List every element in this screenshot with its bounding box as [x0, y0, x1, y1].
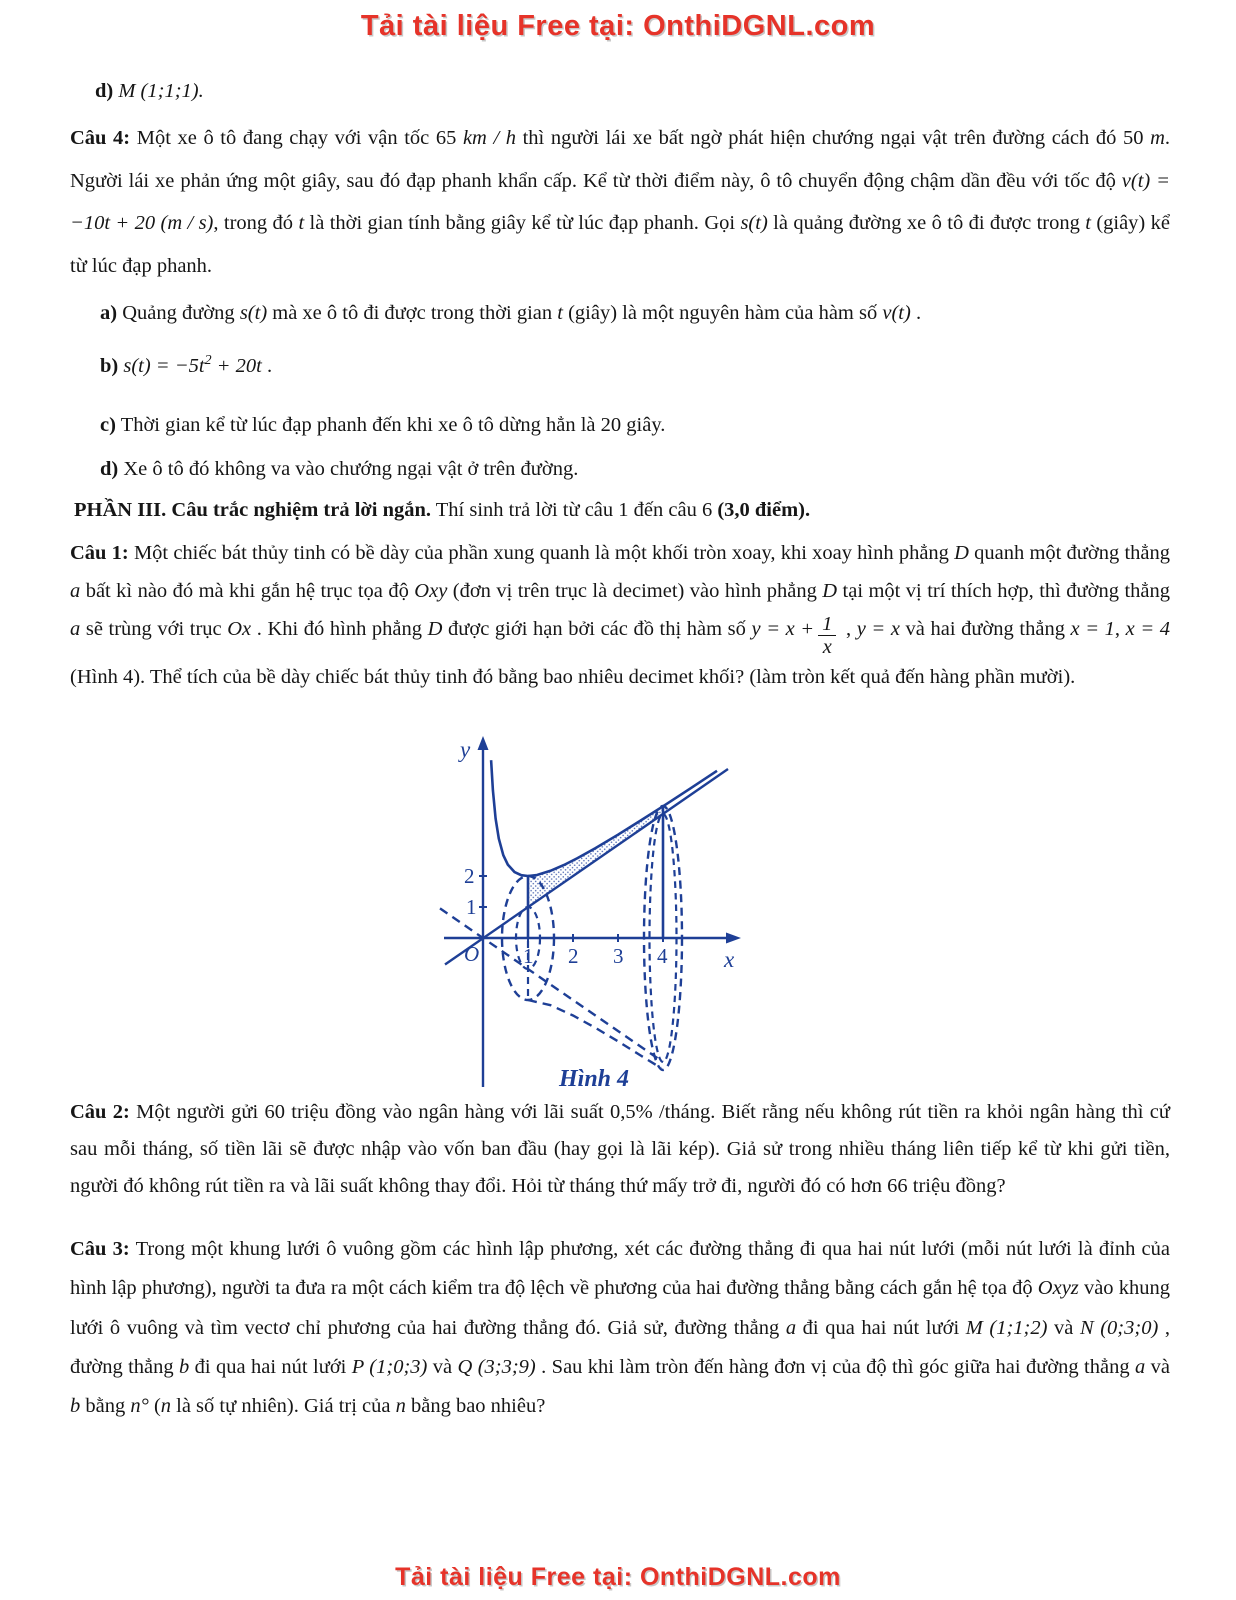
line-y-equals-x	[445, 769, 728, 965]
y-axis-arrow	[478, 736, 489, 750]
math-st: s(t)	[740, 212, 768, 235]
math-a: a	[70, 580, 81, 603]
text-run: Một xe ô tô đang chạy với vận tốc 65	[130, 127, 463, 149]
section-3-title: PHẦN III. Câu trắc nghiệm trả lời ngắn.	[74, 499, 432, 521]
math-Ox: Ox	[227, 618, 252, 641]
statement-b	[100, 353, 272, 378]
statement-d	[100, 458, 578, 481]
statement-c-label: c)	[100, 414, 116, 436]
text-run: là thời gian tính bằng giây kể từ lúc đạp phanh. Gọi	[304, 212, 741, 235]
math-D: D	[954, 542, 969, 564]
text-run: quanh một đường thẳng	[968, 542, 1170, 564]
math-a: a	[1135, 1356, 1146, 1379]
math-b: b	[179, 1356, 190, 1379]
x-tick-label-3: 3	[613, 944, 624, 968]
text-run: Một người gửi 60 triệu đồng vào ngân hàng với lãi suất 0,5% /tháng. Biết rằng nếu không rút tiền ra khỏi ngân hàng thì cứ sau mỗi tháng, số tiền lãi sẽ được nhập vào vốn ban đầu (hay gọi là lãi kép). Giả sử trong nhiều tháng liên tiếp kể từ khi gửi tiền, người đó không rút tiền ra và lãi suất không thay đổi. Hỏi từ tháng thứ mấy trở đi, người đó có hơn 66 triệu đồng?	[70, 1101, 1170, 1197]
dashed-reflected-curve	[528, 1000, 661, 1068]
text-run: ,	[1114, 618, 1126, 641]
x-tick-label-4: 4	[657, 944, 668, 968]
answer-option-d-previous	[95, 80, 204, 103]
math-velocity-formula: v(t) = −10t + 20 (m / s)	[70, 169, 1170, 235]
text-run: Quảng đường	[117, 302, 240, 324]
text-run: là quảng đường xe ô tô đi được trong	[767, 212, 1086, 235]
text-run: và hai đường thẳng	[899, 618, 1071, 641]
math-point-N: N (0;3;0)	[1079, 1316, 1159, 1339]
text-run: , đường thẳng	[70, 1316, 1170, 1379]
text-run: thì người lái xe bất ngờ phát hiện chướng ngại vật trên đường cách đó 50	[516, 127, 1151, 149]
math-st-formula: s(t) = −5t	[118, 354, 205, 377]
math-n-degrees: n°	[130, 1395, 149, 1418]
text-run: bằng	[80, 1395, 131, 1418]
text-run: bằng bao nhiêu?	[405, 1395, 546, 1418]
x-axis-label: x	[724, 947, 735, 972]
math-point-Q: Q (3;3;9)	[457, 1356, 536, 1379]
text-run: bất kì nào đó mà khi gắn hệ trục tọa độ	[80, 580, 415, 603]
x-tick-label-1: 1	[523, 944, 534, 968]
math-x1: x = 1	[1070, 618, 1115, 641]
math-vt: v(t)	[882, 302, 911, 324]
math-Oxy: Oxy	[414, 580, 448, 603]
y-tick-label-2: 2	[464, 864, 475, 888]
text-run: (Hình 4). Thể tích của bề dày chiếc bát thủy tinh đó bằng bao nhiêu decimet khối? (làm tròn kết quả đến hàng phần mười).	[70, 665, 1076, 688]
figure-caption: Hình 4	[558, 1066, 630, 1092]
question-1-paragraph	[70, 534, 1170, 696]
math-y-eq-x: y = x	[856, 618, 900, 641]
question-3-label: Câu 3:	[70, 1238, 130, 1260]
text-run: Xe ô tô đó không va vào chướng ngại vật ở trên đường.	[118, 458, 579, 480]
text-run: sẽ trùng với trục	[80, 618, 228, 641]
math-a: a	[70, 618, 81, 641]
text-run: mà xe ô tô đi được trong thời gian	[267, 302, 558, 324]
math-x4: x = 4	[1125, 618, 1171, 641]
text-run: . Người lái xe phản ứng một giây, sau đó đạp phanh khẩn cấp. Kể từ thời điểm này, ô tô chuyển động chậm dần đều với tốc độ	[70, 127, 1170, 192]
text-run: Thời gian kể từ lúc đạp phanh đến khi xe ô tô dừng hẳn là 20 giây.	[115, 414, 666, 436]
option-label: d)	[95, 80, 114, 102]
text-run: .	[910, 302, 922, 324]
statement-a	[100, 302, 921, 325]
math-point-M: M (1;1;2)	[965, 1316, 1048, 1339]
text-run: vào khung lưới ô vuông và tìm vectơ chỉ phương của hai đường thẳng đó. Giả sử, đường thẳng	[70, 1277, 1170, 1339]
math-kmh: km / h	[462, 127, 516, 149]
question-4-paragraph	[70, 117, 1170, 288]
text-run: (đơn vị trên trục là decimet) vào hình phẳng	[447, 580, 823, 603]
math-t: t	[298, 212, 305, 235]
text-run: .	[261, 354, 273, 377]
math-b: b	[70, 1395, 81, 1418]
math-exponent: 2	[204, 353, 212, 368]
question-2-label: Câu 2:	[70, 1101, 130, 1123]
math-D: D	[822, 580, 838, 603]
math-a: a	[785, 1316, 797, 1339]
section-3-instruction: Thí sinh trả lời từ câu 1 đến câu 6	[431, 499, 718, 521]
math-n: n	[395, 1395, 406, 1418]
text-run: đi qua hai nút lưới	[189, 1356, 352, 1379]
statement-b-label: b)	[100, 354, 119, 377]
text-run: được giới hạn bởi các đồ thị hàm số	[442, 618, 752, 641]
text-run: . Khi đó hình phẳng	[251, 618, 428, 641]
y-tick-label-1: 1	[466, 895, 477, 919]
math-m: m	[1150, 127, 1165, 149]
math-st-formula: + 20t	[211, 354, 262, 377]
question-2-paragraph	[70, 1094, 1170, 1205]
math-point-m: M (1;1;1).	[113, 80, 204, 102]
text-run: đi qua hai nút lưới	[796, 1316, 966, 1339]
y-axis-label: y	[460, 737, 471, 762]
text-run: Trong một khung lưới ô vuông gồm các hình lập phương, xét các đường thẳng đi qua hai nút lưới (mỗi nút lưới là đỉnh của hình lập phương), người ta đưa ra một cách kiểm tra độ lệch về phương của hai đường thẳng bằng cách gắn hệ tọa độ	[70, 1238, 1170, 1300]
fraction-denominator: x	[822, 635, 832, 658]
question-3-paragraph	[70, 1230, 1170, 1427]
section-3-heading	[74, 499, 1174, 522]
text-run: là số tự nhiên). Giá trị của	[171, 1395, 396, 1418]
figure-solid-of-revolution	[438, 733, 750, 1095]
text-run: ,	[840, 618, 857, 641]
x-axis-arrow	[726, 933, 741, 944]
text-run: Một chiếc bát thủy tinh có bề dày của phần xung quanh là một khối tròn xoay, khi xoay hình phẳng	[128, 542, 955, 564]
section-3-points: (3,0 điểm).	[717, 499, 811, 521]
x-tick-label-2: 2	[568, 944, 579, 968]
text-run: và	[427, 1356, 458, 1379]
statement-d-label: d)	[100, 458, 119, 480]
header-watermark: Tải tài liệu Free tại: OnthiDGNL.com	[360, 10, 876, 42]
text-run: (	[148, 1395, 161, 1418]
text-run: và	[1047, 1316, 1080, 1339]
math-t: t	[557, 302, 563, 324]
math-n: n	[160, 1395, 172, 1418]
text-run: và	[1145, 1356, 1170, 1379]
text-run: . Sau khi làm tròn đến hàng đơn vị của độ thì góc giữa hai đường thẳng	[535, 1356, 1135, 1379]
text-run: tại một vị trí thích hợp, thì đường thẳng	[837, 580, 1170, 603]
statement-c	[100, 414, 665, 437]
text-run: (giây) kể từ lúc đạp phanh.	[70, 212, 1170, 277]
math-Oxyz: Oxyz	[1037, 1277, 1079, 1300]
math-y-eq: y = x +	[751, 618, 815, 641]
origin-label: O	[464, 942, 480, 966]
math-point-P: P (1;0;3)	[351, 1356, 428, 1379]
footer-watermark: Tải tài liệu Free tại: OnthiDGNL.com	[395, 1563, 841, 1591]
dashed-line-y-equals-minus-x	[440, 908, 663, 1062]
curve-y-equals-x-plus-1-over-x	[491, 760, 717, 876]
text-run: (giây) là một nguyên hàm của hàm số	[562, 302, 883, 324]
question-1-label: Câu 1:	[70, 542, 129, 564]
math-t: t	[1085, 212, 1091, 235]
statement-a-label: a)	[100, 302, 118, 324]
text-run: , trong đó	[213, 212, 299, 235]
math-D: D	[427, 618, 443, 641]
question-4-label: Câu 4:	[70, 127, 131, 149]
math-st: s(t)	[239, 302, 268, 324]
fraction-numerator: 1	[818, 613, 836, 636]
fraction-1-over-x	[818, 613, 836, 658]
